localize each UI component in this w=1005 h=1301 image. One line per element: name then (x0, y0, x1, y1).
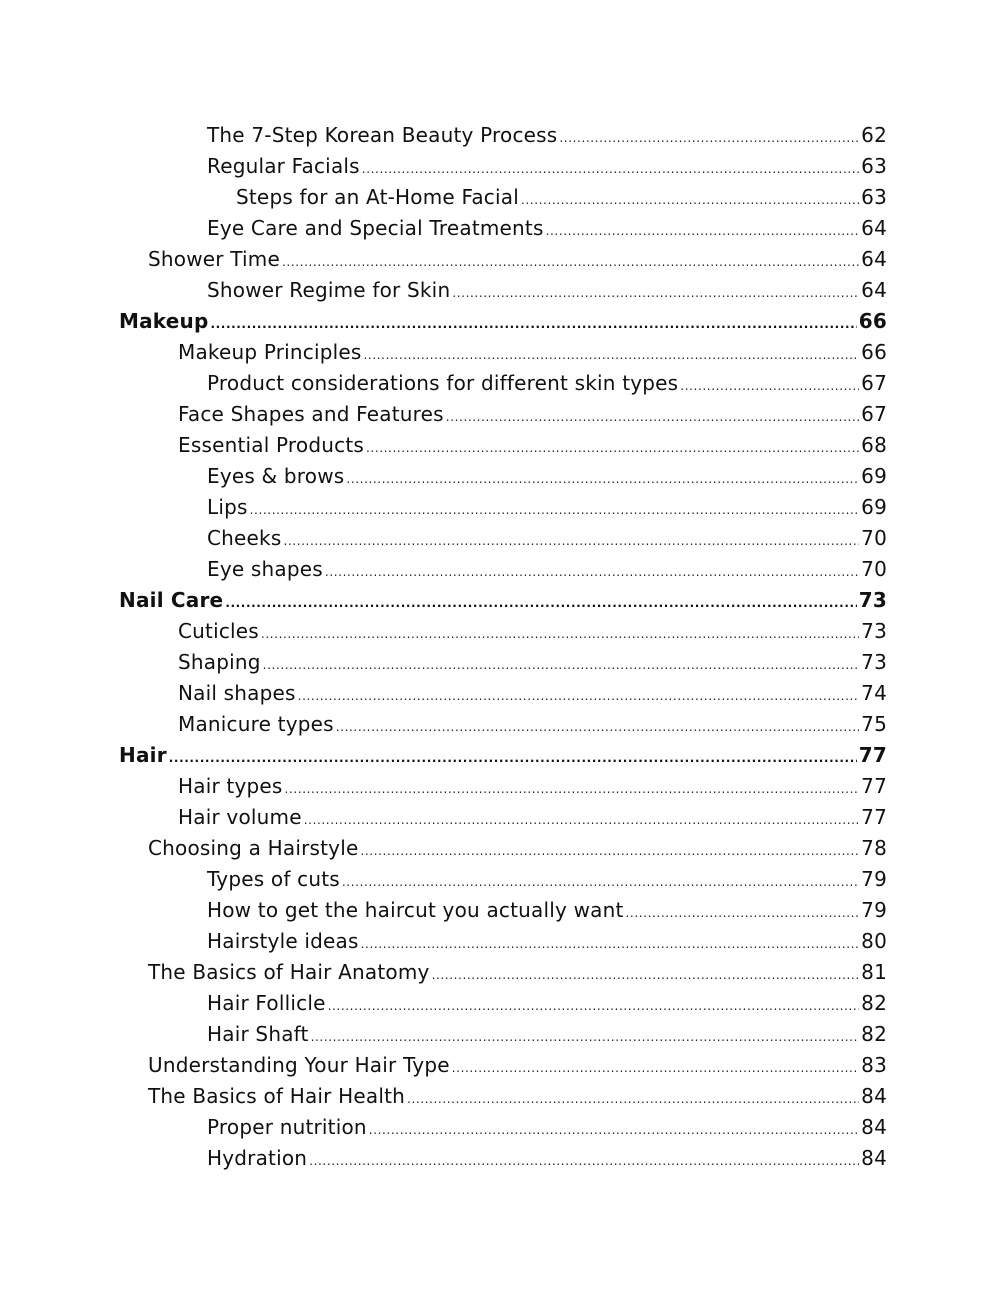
dot-leader (626, 903, 860, 923)
toc-entry-title: Understanding Your Hair Type (148, 1053, 450, 1077)
dot-leader (311, 1027, 860, 1047)
toc-entry[interactable] (0, 275, 1005, 306)
toc-entry-page: 69 (861, 464, 887, 488)
dot-leader (342, 872, 859, 892)
toc-entry-title: Hair Follicle (207, 991, 326, 1015)
toc-entry-page: 66 (861, 340, 887, 364)
toc-entry-title: Manicure types (178, 712, 334, 736)
toc-entry-title: Nail shapes (178, 681, 296, 705)
toc-entry-title: Eye shapes (207, 557, 323, 581)
dot-leader (446, 407, 859, 427)
toc-entry[interactable] (0, 337, 1005, 368)
toc-entry[interactable] (0, 988, 1005, 1019)
toc-entry-page: 77 (861, 805, 887, 829)
toc-entry[interactable] (0, 1019, 1005, 1050)
toc-entry-page: 84 (861, 1115, 887, 1139)
toc-entry-page: 77 (861, 774, 887, 798)
toc-entry-title: The 7-Step Korean Beauty Process (207, 123, 558, 147)
dot-leader (546, 221, 860, 241)
dot-leader (362, 159, 859, 179)
dot-leader (250, 500, 860, 520)
dot-leader (285, 779, 860, 799)
toc-entry[interactable] (0, 430, 1005, 461)
toc-entry-title: Hair Shaft (207, 1022, 309, 1046)
toc-entry-title: Shower Time (148, 247, 280, 271)
dot-leader (366, 438, 859, 458)
toc-entry[interactable] (0, 399, 1005, 430)
dot-leader (407, 1089, 859, 1109)
toc-entry[interactable] (0, 182, 1005, 213)
toc-entry-page: 79 (861, 867, 887, 891)
toc-entry-page: 79 (861, 898, 887, 922)
dot-leader (452, 283, 859, 303)
toc-entry[interactable] (0, 1143, 1005, 1174)
toc-entry[interactable] (0, 213, 1005, 244)
dot-leader (282, 252, 859, 272)
dot-leader (361, 934, 860, 954)
toc-entry-page: 78 (861, 836, 887, 860)
toc-entry-title: Regular Facials (207, 154, 360, 178)
dot-leader (210, 314, 856, 334)
dot-leader (325, 562, 859, 582)
dot-leader (309, 1151, 859, 1171)
toc-entry-page: 73 (858, 588, 887, 612)
toc-entry-page: 75 (861, 712, 887, 736)
toc-entry-title: Shaping (178, 650, 261, 674)
toc-entry[interactable] (0, 895, 1005, 926)
toc-entry-page: 81 (861, 960, 887, 984)
toc-entry[interactable] (0, 461, 1005, 492)
table-of-contents (0, 120, 1005, 1174)
toc-entry-title: Hair (119, 743, 167, 767)
toc-entry-title: Makeup Principles (178, 340, 362, 364)
toc-entry-page: 70 (861, 526, 887, 550)
toc-entry[interactable] (0, 1112, 1005, 1143)
toc-entry-page: 83 (861, 1053, 887, 1077)
toc-entry-page: 64 (861, 216, 887, 240)
toc-entry-page: 82 (861, 1022, 887, 1046)
toc-chapter-makeup[interactable] (0, 306, 1005, 337)
toc-entry-title: How to get the haircut you actually want (207, 898, 624, 922)
toc-entry-title: Makeup (119, 309, 209, 333)
toc-entry-page: 77 (858, 743, 887, 767)
toc-entry-title: Choosing a Hairstyle (148, 836, 359, 860)
dot-leader (680, 376, 859, 396)
toc-entry[interactable] (0, 802, 1005, 833)
toc-entry-page: 67 (861, 402, 887, 426)
dot-leader (360, 841, 859, 861)
toc-entry-title: Nail Care (119, 588, 224, 612)
toc-entry[interactable] (0, 554, 1005, 585)
toc-entry-title: Hydration (207, 1146, 308, 1170)
toc-entry-title: Steps for an At-Home Facial (236, 185, 519, 209)
toc-entry-page: 68 (861, 433, 887, 457)
toc-entry-page: 84 (861, 1084, 887, 1108)
toc-entry-title: Shower Regime for Skin (207, 278, 451, 302)
toc-entry[interactable] (0, 1081, 1005, 1112)
toc-entry-page: 63 (861, 185, 887, 209)
toc-entry[interactable] (0, 523, 1005, 554)
toc-entry[interactable] (0, 616, 1005, 647)
dot-leader (432, 965, 860, 985)
toc-chapter-nail-care[interactable] (0, 585, 1005, 616)
toc-entry-title: Proper nutrition (207, 1115, 367, 1139)
toc-entry[interactable] (0, 771, 1005, 802)
toc-entry[interactable] (0, 957, 1005, 988)
toc-entry-page: 80 (861, 929, 887, 953)
toc-entry-title: Hairstyle ideas (207, 929, 359, 953)
toc-entry-title: Hair types (178, 774, 283, 798)
toc-entry-page: 73 (861, 619, 887, 643)
toc-entry[interactable] (0, 368, 1005, 399)
dot-leader (298, 686, 859, 706)
toc-entry-title: The Basics of Hair Anatomy (148, 960, 430, 984)
toc-entry-page: 67 (861, 371, 887, 395)
dot-leader (346, 469, 859, 489)
toc-entry[interactable] (0, 709, 1005, 740)
toc-entry-page: 82 (861, 991, 887, 1015)
toc-entry-page: 69 (861, 495, 887, 519)
toc-entry-page: 70 (861, 557, 887, 581)
dot-leader (452, 1058, 859, 1078)
dot-leader (559, 128, 859, 148)
toc-entry-title: Lips (207, 495, 248, 519)
toc-entry[interactable] (0, 244, 1005, 275)
toc-entry-title: Face Shapes and Features (178, 402, 444, 426)
dot-leader (521, 190, 859, 210)
toc-entry-page: 62 (861, 123, 887, 147)
toc-entry[interactable] (0, 492, 1005, 523)
dot-leader (369, 1120, 859, 1140)
dot-leader (328, 996, 860, 1016)
toc-entry-page: 66 (858, 309, 887, 333)
toc-entry-page: 73 (861, 650, 887, 674)
toc-entry-page: 64 (861, 278, 887, 302)
toc-entry-title: Types of cuts (207, 867, 340, 891)
dot-leader (304, 810, 859, 830)
dot-leader (263, 655, 859, 675)
dot-leader (225, 593, 856, 613)
toc-entry-title: Cuticles (178, 619, 259, 643)
dot-leader (169, 748, 857, 768)
toc-entry[interactable] (0, 833, 1005, 864)
toc-entry-title: Hair volume (178, 805, 302, 829)
toc-entry-title: Eyes & brows (207, 464, 345, 488)
toc-entry[interactable] (0, 120, 1005, 151)
dot-leader (336, 717, 859, 737)
toc-chapter-hair[interactable] (0, 740, 1005, 771)
toc-entry[interactable] (0, 151, 1005, 182)
toc-entry-page: 84 (861, 1146, 887, 1170)
dot-leader (283, 531, 859, 551)
toc-entry-title: Eye Care and Special Treatments (207, 216, 544, 240)
toc-entry-title: The Basics of Hair Health (148, 1084, 406, 1108)
toc-entry-page: 63 (861, 154, 887, 178)
dot-leader (261, 624, 859, 644)
toc-entry[interactable] (0, 864, 1005, 895)
toc-entry[interactable] (0, 647, 1005, 678)
toc-entry[interactable] (0, 926, 1005, 957)
toc-entry-page: 64 (861, 247, 887, 271)
dot-leader (364, 345, 860, 365)
toc-entry-title: Product considerations for different skin types (207, 371, 679, 395)
toc-entry-title: Cheeks (207, 526, 282, 550)
toc-entry[interactable] (0, 678, 1005, 709)
toc-entry-page: 74 (861, 681, 887, 705)
toc-entry[interactable] (0, 1050, 1005, 1081)
toc-entry-title: Essential Products (178, 433, 364, 457)
